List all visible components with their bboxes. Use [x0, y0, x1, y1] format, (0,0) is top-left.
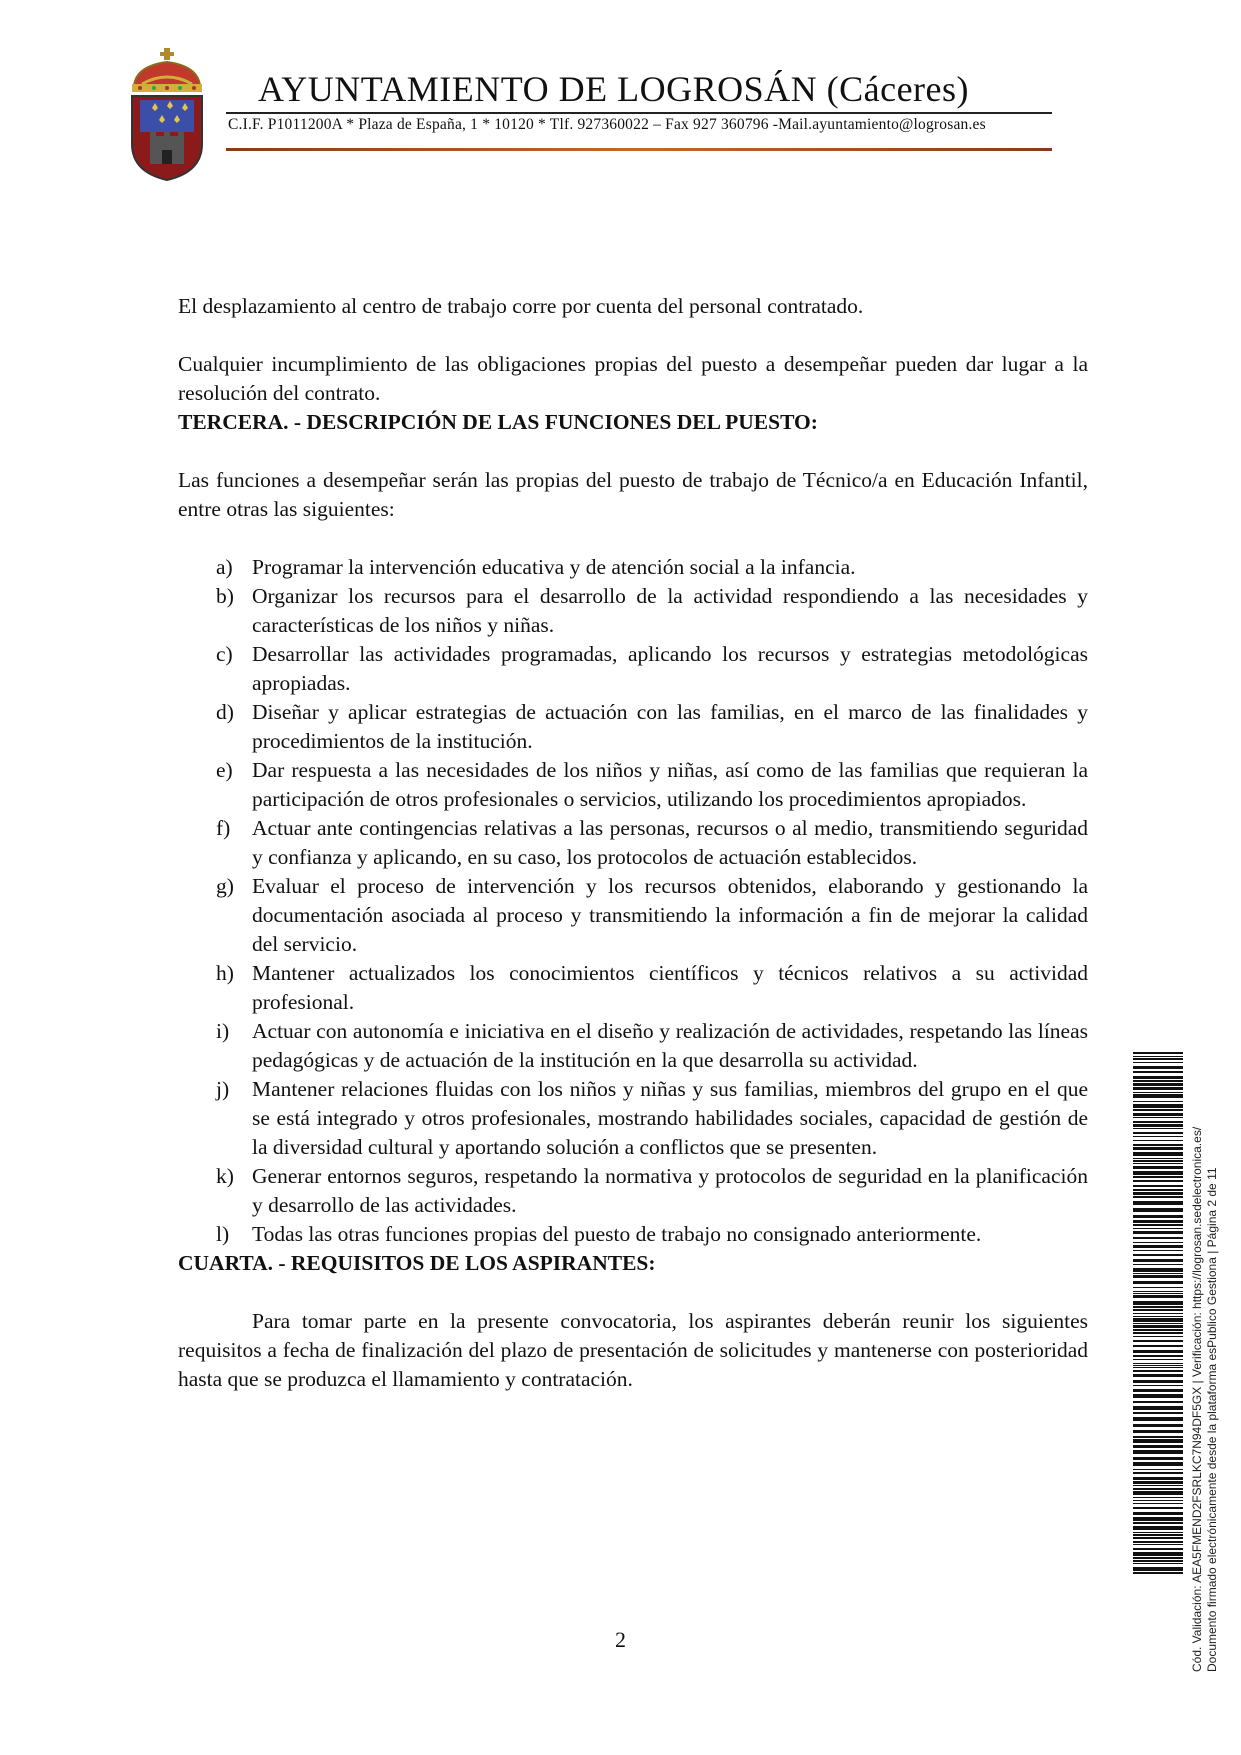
list-item	[178, 872, 1088, 959]
list-marker: f)	[216, 816, 231, 840]
paragraph-breach: Cualquier incumplimiento de las obligaciones propias del puesto a desempeñar pueden dar lugar a la resolución del contrato.	[178, 352, 1088, 405]
list-item-text: Diseñar y aplicar estrategias de actuación con las familias, en el marco de las finalidades y procedimientos de la institución.	[252, 700, 1088, 753]
list-item-text: Evaluar el proceso de intervención y los recursos obtenidos, elaborando y gestionando la documentación asociada al proceso y transmitiendo la información a fin de mejorar la calidad del servicio.	[252, 874, 1088, 956]
verification-text	[1190, 1112, 1220, 1672]
list-marker: l)	[216, 1222, 230, 1246]
list-item	[178, 640, 1088, 698]
list-item	[178, 698, 1088, 756]
page-number: 2	[615, 1627, 626, 1652]
list-marker: e)	[216, 758, 233, 782]
section-heading-cuarta: CUARTA. - REQUISITOS DE LOS ASPIRANTES:	[178, 1251, 656, 1275]
list-item	[178, 756, 1088, 814]
list-marker: d)	[216, 700, 234, 724]
list-item-text: Organizar los recursos para el desarrollo de la actividad respondiendo a las necesidades y características de los niños y niñas.	[252, 584, 1088, 637]
section-heading-tercera: TERCERA. - DESCRIPCIÓN DE LAS FUNCIONES DEL PUESTO:	[178, 410, 818, 434]
list-item	[178, 1220, 1088, 1249]
list-item-text: Programar la intervención educativa y de atención social a la infancia.	[252, 555, 856, 579]
list-item-text: Mantener actualizados los conocimientos científicos y técnicos relativos a su actividad profesional.	[252, 961, 1088, 1014]
list-marker: j)	[216, 1077, 230, 1101]
paragraph-travel: El desplazamiento al centro de trabajo corre por cuenta del personal contratado.	[178, 294, 864, 318]
list-marker: g)	[216, 874, 234, 898]
list-item-text: Actuar ante contingencias relativas a las personas, recursos o al medio, transmitiendo seguridad y confianza y aplicando, en su caso, los protocolos de actuación establecidos.	[252, 816, 1088, 869]
header-divider	[226, 148, 1052, 151]
list-item-text: Actuar con autonomía e iniciativa en el diseño y realización de actividades, respetando las líneas pedagógicas y de actuación de la institución en la que desarrolla su actividad.	[252, 1019, 1088, 1072]
paragraph-functions-intro: Las funciones a desempeñar serán las propias del puesto de trabajo de Técnico/a en Educación Infantil, entre otras las siguientes:	[178, 468, 1088, 521]
header-underline	[226, 112, 1052, 114]
list-item-text: Desarrollar las actividades programadas, aplicando los recursos y estrategias metodológicas apropiadas.	[252, 642, 1088, 695]
paragraph-requirements: Para tomar parte en la presente convocatoria, los aspirantes deberán reunir los siguientes requisitos a fecha de finalización del plazo de presentación de solicitudes y mantenerse con posterioridad hasta que se produzca el llamamiento y contratación.	[178, 1309, 1088, 1391]
organization-name: AYUNTAMIENTO DE LOGROSÁN (Cáceres)	[258, 69, 970, 109]
list-marker: a)	[216, 555, 233, 579]
list-marker: c)	[216, 642, 233, 666]
list-item-text: Generar entornos seguros, respetando la normativa y protocolos de seguridad en la planificación y desarrollo de las actividades.	[252, 1164, 1088, 1217]
list-marker: b)	[216, 584, 234, 608]
organization-contact: C.I.F. P1011200A * Plaza de España, 1 * 10120 * Tlf. 927360022 – Fax 927 360796 -Mail.ayuntamiento@logrosan.es	[228, 116, 986, 133]
list-item	[178, 553, 1088, 582]
list-item-text: Mantener relaciones fluidas con los niños y niñas y sus familias, miembros del grupo en el que se está integrado y otros profesionales, mostrando habilidades sociales, capacidad de gestión de la diversidad cultural y aportando solución a conflictos que se presenten.	[252, 1077, 1088, 1159]
coat-of-arms-icon	[128, 48, 206, 182]
list-marker: k)	[216, 1164, 234, 1188]
list-marker: h)	[216, 961, 234, 985]
list-item	[178, 959, 1088, 1017]
list-item	[178, 814, 1088, 872]
list-item	[178, 1162, 1088, 1220]
list-marker: i)	[216, 1019, 230, 1043]
list-item	[178, 1075, 1088, 1162]
barcode-icon	[1133, 1052, 1183, 1574]
functions-list	[178, 553, 1088, 1249]
list-item	[178, 1017, 1088, 1075]
list-item-text: Dar respuesta a las necesidades de los niños y niñas, así como de las familias que requieran la participación de otros profesionales o servicios, utilizando los procedimientos apropiados.	[252, 758, 1088, 811]
verification-line-1: Cód. Validación: AEA5FMEND2FSRLKC7N94DF5GX | Verificación: https://logrosan.sedelectronica.es/	[1190, 1126, 1204, 1672]
document-body	[178, 292, 1088, 1394]
verification-line-2: Documento firmado electrónicamente desde la plataforma esPublico Gestiona | Página 2 de 11	[1205, 1167, 1219, 1672]
list-item	[178, 582, 1088, 640]
list-item-text: Todas las otras funciones propias del puesto de trabajo no consignado anteriormente.	[252, 1222, 982, 1246]
